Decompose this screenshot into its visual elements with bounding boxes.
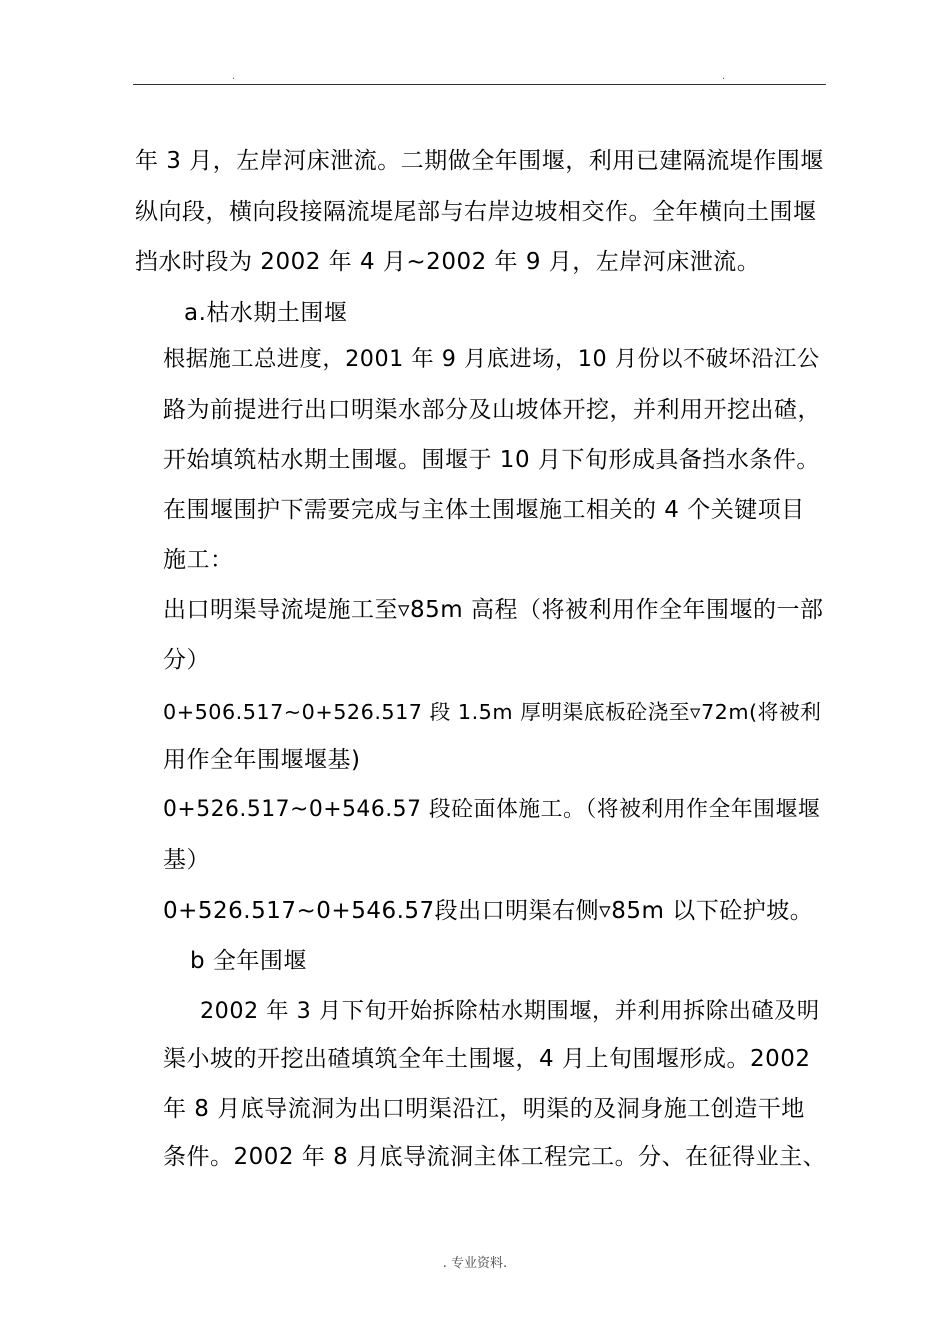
text-line: 路为前提进行出口明渠水部分及山坡体开挖，并利用开挖出碴， xyxy=(163,397,821,423)
text-line: 挡水时段为 2002 年 4 月~2002 年 9 月，左岸河床泄流。 xyxy=(135,249,761,275)
text-line: 年 3 月，左岸河床泄流。二期做全年围堰，利用已建隔流堤作围堰 xyxy=(135,148,824,174)
section-heading-a: a.枯水期土围堰 xyxy=(184,300,348,326)
header-dot-left: . xyxy=(232,71,236,82)
text-line: 基） xyxy=(163,847,210,873)
text-line: 0+526.517~0+546.57 段砼面体施工。（将被利用作全年围堰堰 xyxy=(163,797,821,822)
header-rule xyxy=(133,84,826,85)
page-footer: . 专业资料. xyxy=(442,1256,508,1271)
text-line: 2002 年 3 月下旬开始拆除枯水期围堰，并利用拆除出碴及明 xyxy=(200,998,820,1024)
text-line: 纵向段，横向段接隔流堤尾部与右岸边坡相交作。全年横向土围堰 xyxy=(135,199,817,225)
text-line: 分） xyxy=(163,647,210,673)
text-line: 开始填筑枯水期土围堰。围堰于 10 月下旬形成具备挡水条件。 xyxy=(163,447,820,473)
text-line: 用作全年围堰堰基) xyxy=(163,747,361,773)
text-line: 条件。2002 年 8 月底导流洞主体工程完工。分、在征得业主、 xyxy=(163,1144,827,1170)
text-line: 根据施工总进度，2001 年 9 月底进场，10 月份以不破坏沿江公 xyxy=(163,346,820,372)
text-line: 在围堰围护下需要完成与主体土围堰施工相关的 4 个关键项目 xyxy=(163,497,805,523)
text-line: 出口明渠导流堤施工至▿85m 高程（将被利用作全年围堰的一部 xyxy=(163,597,824,623)
text-line: 渠小坡的开挖出碴填筑全年土围堰，4 月上旬围堰形成。2002 xyxy=(163,1046,811,1072)
header-dot-right: . xyxy=(722,71,726,82)
text-line: 施工： xyxy=(163,547,234,573)
text-line: 年 8 月底导流洞为出口明渠沿江，明渠的及洞身施工创造干地 xyxy=(163,1096,805,1122)
section-heading-b: b 全年围堰 xyxy=(190,948,307,974)
text-line: 0+526.517~0+546.57段出口明渠右侧▿85m 以下砼护坡。 xyxy=(163,898,814,924)
text-line: 0+506.517~0+526.517 段 1.5m 厚明渠底板砼浇至▿72m(将被利 xyxy=(163,700,822,724)
